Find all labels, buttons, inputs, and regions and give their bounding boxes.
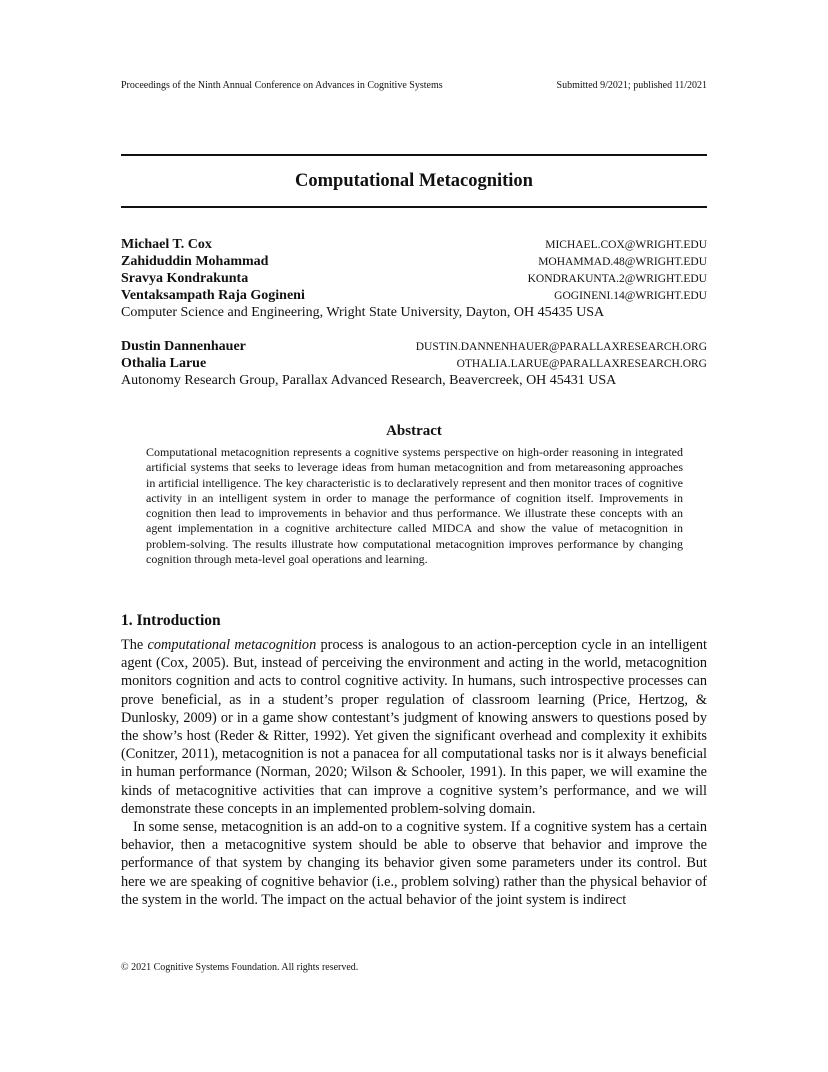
author-email: MICHAEL.COX@WRIGHT.EDU [545,239,707,251]
running-header [121,80,707,91]
author-row [121,271,707,288]
author-name: Michael T. Cox [121,237,212,252]
author-name: Sravya Kondrakunta [121,271,249,286]
author-row [121,254,707,271]
author-block-2 [121,339,707,391]
copyright-footer: © 2021 Cognitive Systems Foundation. All rights reserved. [121,962,359,973]
author-row [121,237,707,254]
title-rule-bottom [121,206,707,208]
paper-title: Computational Metacognition [295,171,533,191]
author-row [121,339,707,356]
author-name: Zahiduddin Mohammad [121,254,269,269]
affiliation: Computer Science and Engineering, Wright State University, Dayton, OH 45435 USA [121,305,605,320]
paragraph-lead: The [121,637,148,653]
author-email: GOGINENI.14@WRIGHT.EDU [554,290,707,302]
section-heading: 1. Introduction [121,612,221,629]
abstract-text: Computational metacognition represents a cognitive systems perspective on high-order reasoning in integrated artificial systems that seeks to leverage ideas from human metacognition and from metareasoning approaches in artificial intelligence. The key characteristic is to declaratively represent and then monitor traces of cognitive activity in an intelligent system in order to manage the performance of cognition itself. Improvements in cognition then lead to improvements in behavior and thus performance. We illustrate these concepts with an agent implementation in a cognitive architecture called MIDCA and show the value of metacognition in problem-solving. The results illustrate how computational metacognition improves performance by changing cognition through meta-level goal operations and learning. [146,445,683,567]
author-email: DUSTIN.DANNENHAUER@PARALLAXRESEARCH.ORG [415,341,707,353]
submission-dates: Submitted 9/2021; published 11/2021 [556,80,707,91]
body-paragraph: In some sense, metacognition is an add-on to a cognitive system. If a cognitive system has a certain behavior, then a metacognitive system should be able to observe that behavior and improve the performance of that system by changing its behavior given some parameters under its control. But here we are speaking of cognitive behavior (i.e., problem solving) rather than the physical behavior of the system in the world. The impact on the actual behavior of the joint system is indirect [121,819,707,908]
author-block-1 [121,237,707,323]
author-row [121,288,707,305]
author-email: KONDRAKUNTA.2@WRIGHT.EDU [527,273,707,285]
emphasized-term: computational metacognition [147,637,317,653]
body-paragraph [121,636,707,818]
author-name: Ventaksampath Raja Gogineni [121,288,305,303]
author-name: Othalia Larue [121,356,207,371]
author-row [121,356,707,373]
title-rule-top [121,154,707,156]
paragraph-text: process is analogous to an action-perception cycle in an intelligent agent (Cox, 2005). But, instead of perceiving the environment and acting in the world, metacognition monitors cognition and acts to control cognitive activity. In humans, such introspective processes can prove beneficial, as in a student’s proper regulation of classroom learning (Price, Hertzog, & Dunlosky, 2009) or in a game show contestant’s judgment of knowing answers to questions posed by the show’s host (Reder & Ritter, 1992). Yet given the significant overhead and complexity it exhibits (Conitzer, 2011), metacognition is not a panacea for all computational tasks nor is it always beneficial in human performance (Norman, 2020; Wilson & Schooler, 1991). In this paper, we will examine the kinds of metacognitive activities that can improve a cognitive system’s performance, and we will demonstrate these concepts in an implemented problem-solving domain. [121,637,707,817]
affiliation: Autonomy Research Group, Parallax Advanced Research, Beavercreek, OH 45431 USA [121,373,617,388]
venue-text: Proceedings of the Ninth Annual Conference on Advances in Cognitive Systems [121,80,443,91]
abstract-heading: Abstract [386,423,442,439]
section-body [121,636,707,909]
author-name: Dustin Dannenhauer [121,339,246,354]
author-email: OTHALIA.LARUE@PARALLAXRESEARCH.ORG [456,358,707,370]
author-email: MOHAMMAD.48@WRIGHT.EDU [538,256,707,268]
